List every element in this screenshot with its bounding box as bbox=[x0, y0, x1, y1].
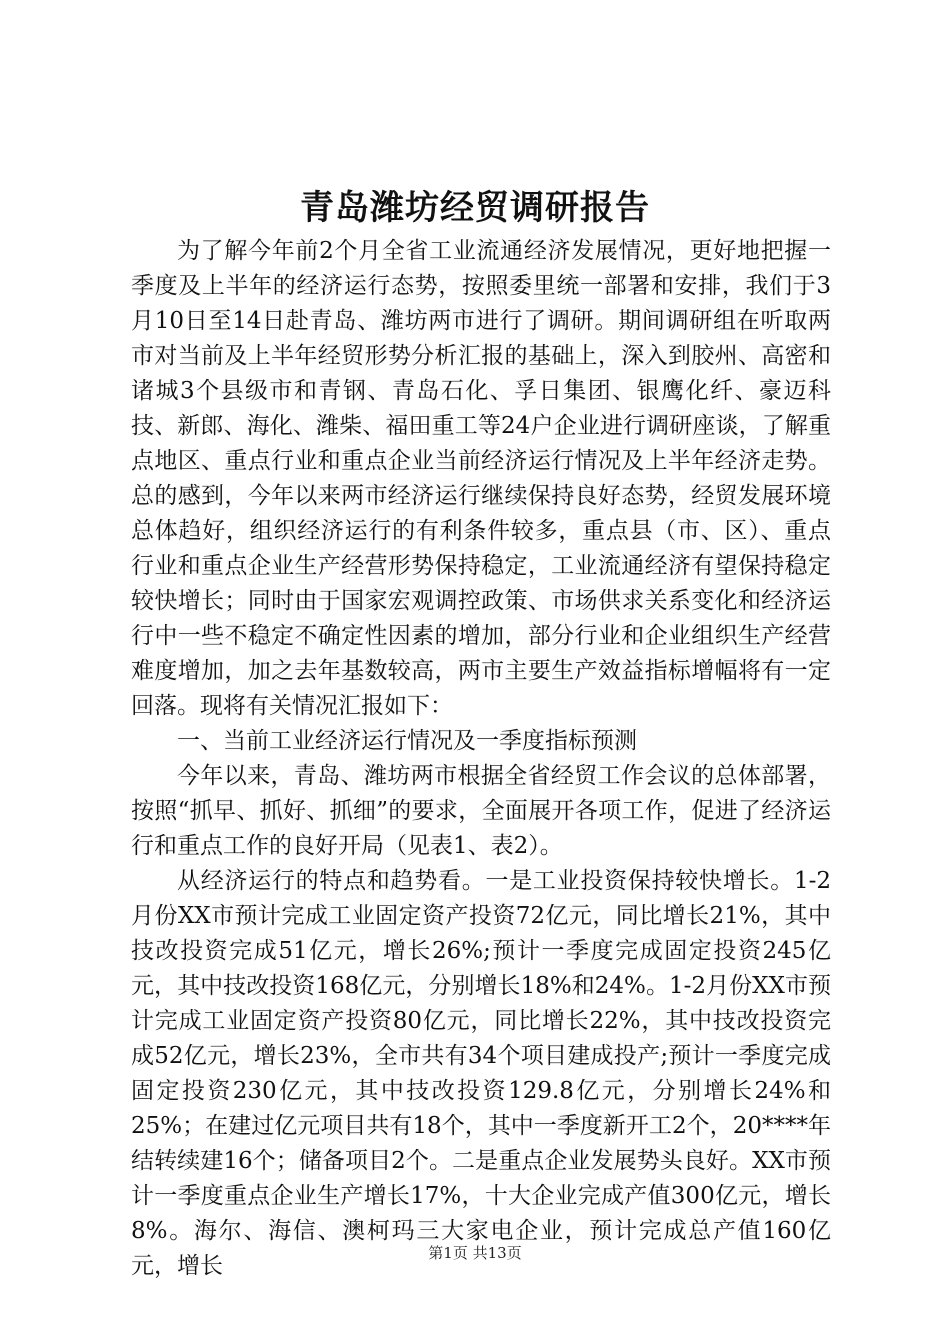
paragraph-intro: 为了解今年前2个月全省工业流通经济发展情况，更好地把握一季度及上半年的经济运行态势，按照委里统一部署和安排，我们于3月10日至14日赴青岛、潍坊两市进行了调研。期间调研组在听取两市对当前及上半年经贸形势分析汇报的基础上，深入到胶州、高密和诸城3个县级市和青钢、青岛石化、孚日集团、银鹰化纤、豪迈科技、新郎、海化、潍柴、福田重工等24户企业进行调研座谈，了解重点地区、重点行业和重点企业当前经济运行情况及上半年经济走势。总的感到，今年以来两市经济运行继续保持良好态势，经贸发展环境总体趋好，组织经济运行的有利条件较多，重点县（市、区）、重点行业和重点企业生产经营形势保持稳定，工业流通经济有望保持稳定较快增长；同时由于国家宏观调控政策、市场供求关系变化和经济运行中一些不稳定不确定性因素的增加，部分行业和企业组织生产经营难度增加，加之去年基数较高，两市主要生产效益指标增幅将有一定回落。现将有关情况汇报如下： bbox=[131, 238, 831, 719]
paragraph-overview: 今年以来，青岛、潍坊两市根据全省经贸工作会议的总体部署，按照“抓早、抓好、抓细”的要求，全面展开各项工作，促进了经济运行和重点工作的良好开局（见表1、表2）。 bbox=[131, 763, 831, 859]
document-body bbox=[131, 234, 831, 1284]
document-title: 青岛潍坊经贸调研报告 bbox=[300, 188, 650, 228]
page-number: 第1页 共13页 bbox=[428, 1244, 522, 1262]
section-heading-1: 一、当前工业经济运行情况及一季度指标预测 bbox=[177, 728, 637, 754]
paragraph-trends: 从经济运行的特点和趋势看。一是工业投资保持较快增长。1-2月份XX市预计完成工业固定资产投资72亿元，同比增长21%，其中技改投资完成51亿元，增长26%;预计一季度完成固定投资245亿元，其中技改投资168亿元，分别增长18%和24%。1-2月份XX市预计完成工业固定资产投资80亿元，同比增长22%，其中技改投资完成52亿元，增长23%，全市共有34个项目建成投产;预计一季度完成固定投资230亿元，其中技改投资129.8亿元，分别增长24%和25%；在建过亿元项目共有18个，其中一季度新开工2个，20****年结转续建16个；储备项目2个。二是重点企业发展势头良好。XX市预计一季度重点企业生产增长17%，十大企业完成产值300亿元，增长8%。海尔、海信、澳柯玛三大家电企业，预计完成总产值160亿元，增长 bbox=[131, 868, 831, 1279]
